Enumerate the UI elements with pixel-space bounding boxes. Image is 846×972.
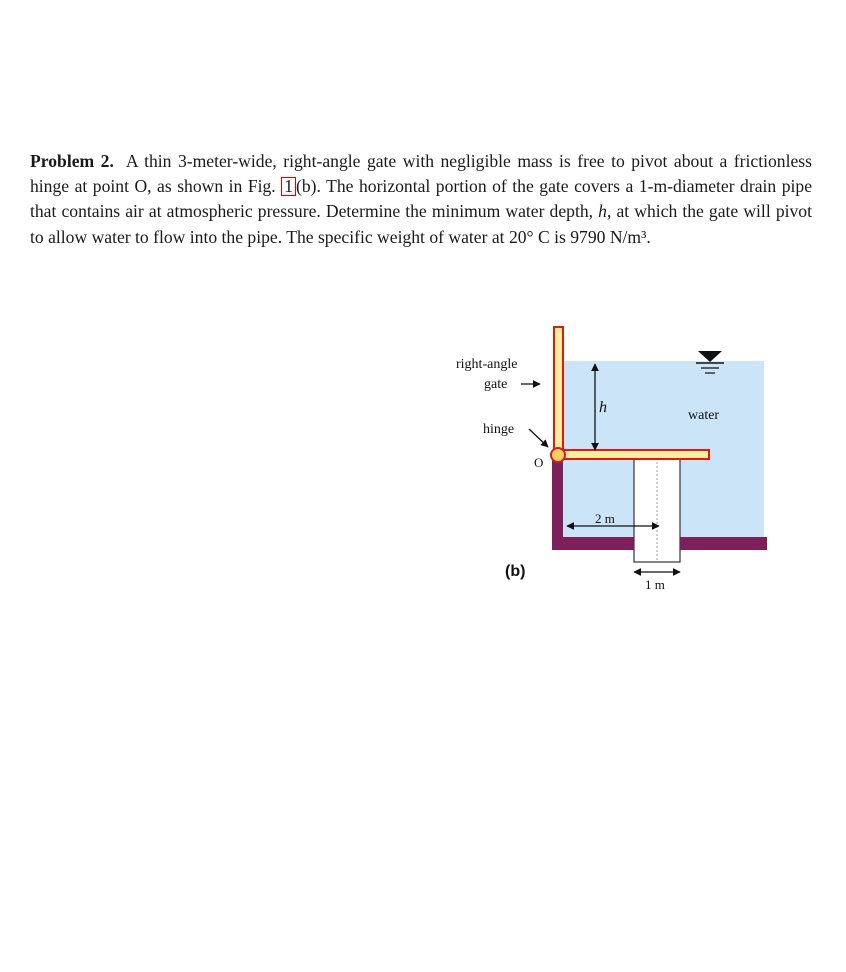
problem-text-part2: (b). The horizontal portion of the gate covers a 1-m-diameter drain pipe that contains air at atmospheric pressure. Determine the minimum water depth,	[30, 176, 812, 222]
gate-label-line1: right-angle	[456, 357, 518, 372]
tank-floor-right	[680, 537, 767, 550]
h-label: h	[599, 399, 607, 416]
water-label: water	[688, 408, 720, 423]
gate-label-line2: gate	[484, 377, 508, 392]
hinge-label-arrow	[529, 429, 548, 447]
1m-label: 1 m	[645, 577, 665, 592]
problem-text-part3: , at which the gate will pivot to allow water to flow into the pipe. The specific weight of water at 20° C is 9790 N/m³.	[30, 201, 812, 247]
point-o-label: O	[534, 455, 544, 470]
panel-label: (b)	[505, 563, 526, 580]
problem-heading: Problem 2.	[30, 150, 114, 171]
variable-h: h	[598, 201, 607, 222]
gate-vertical-leg	[554, 327, 563, 454]
hinge-label: hinge	[483, 422, 515, 437]
problem-text-part1: A thin 3-meter-wide, right-angle gate with negligible mass is free to pivot about a frictionless hinge at point O, as shown in Fig.	[30, 150, 812, 196]
gate-horizontal-leg	[558, 450, 709, 459]
2m-label: 2 m	[595, 511, 615, 526]
figure-reference-link[interactable]: 1	[281, 177, 296, 196]
tank-floor-left	[552, 537, 634, 550]
tank-left-wall	[552, 459, 563, 550]
hinge-circle	[551, 448, 565, 462]
